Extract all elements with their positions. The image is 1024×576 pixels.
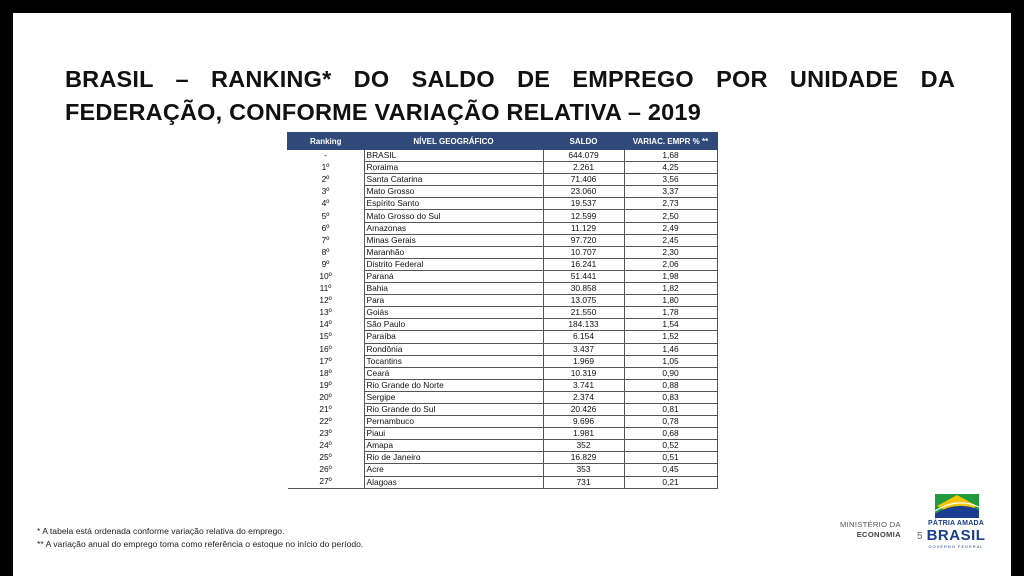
cell-nivel-geografico: Acre [364, 464, 543, 476]
ministerio-logo [840, 520, 901, 540]
cell-nivel-geografico: Santa Catarina [364, 174, 543, 186]
cell-saldo: 13.075 [543, 295, 624, 307]
cell-ranking: 18º [319, 367, 332, 378]
cell-nivel-geografico: Paraná [364, 270, 543, 282]
page-title: BRASIL – RANKING* DO SALDO DE EMPREGO POR UNIDADE DA FEDERAÇÃO, CONFORME VARIAÇÃO RELATIVA – 2019 [65, 66, 955, 125]
cell-variacao: 1,82 [624, 283, 717, 295]
cell-saldo: 51.441 [543, 270, 624, 282]
cell-variacao: 3,37 [624, 186, 717, 198]
footnote: * A tabela está ordenada conforme variação relativa do emprego. [37, 526, 285, 536]
header-saldo: SALDO [543, 133, 624, 150]
table-row [288, 270, 718, 282]
cell-saldo: 644.079 [543, 150, 624, 162]
cell-nivel-geografico: Pernambuco [364, 416, 543, 428]
cell-saldo: 23.060 [543, 186, 624, 198]
table-header-row [288, 133, 718, 150]
table-row [288, 186, 718, 198]
cell-saldo: 20.426 [543, 403, 624, 415]
table-row [288, 246, 718, 258]
table-row [288, 403, 718, 415]
table-row [288, 283, 718, 295]
cell-variacao: 1,78 [624, 307, 717, 319]
footnotes [37, 525, 363, 551]
cell-saldo: 352 [543, 440, 624, 452]
cell-variacao: 2,49 [624, 222, 717, 234]
cell-variacao: 0,90 [624, 367, 717, 379]
table-row [288, 440, 718, 452]
cell-ranking: 19º [319, 379, 332, 390]
table-row [288, 391, 718, 403]
header-variacao: VARIAC. EMPR % ** [624, 133, 717, 150]
cell-saldo: 353 [543, 464, 624, 476]
table-row [288, 222, 718, 234]
cell-nivel-geografico: Goiás [364, 307, 543, 319]
cell-nivel-geografico: Tocantins [364, 355, 543, 367]
cell-variacao: 0,52 [624, 440, 717, 452]
cell-saldo: 21.550 [543, 307, 624, 319]
table-row [288, 150, 718, 162]
cell-ranking: 27º [288, 476, 365, 488]
cell-saldo: 731 [543, 476, 624, 488]
ministerio-line1: MINISTÉRIO DA [840, 520, 901, 529]
cell-nivel-geografico: São Paulo [364, 319, 543, 331]
cell-variacao: 0,21 [624, 476, 717, 488]
cell-nivel-geografico: Mato Grosso [364, 186, 543, 198]
cell-ranking: 23º [319, 428, 332, 439]
cell-ranking: 16º [319, 343, 332, 354]
cell-nivel-geografico: Paraíba [364, 331, 543, 343]
table-row [288, 464, 718, 476]
cell-variacao: 2,30 [624, 246, 717, 258]
cell-nivel-geografico: Alagoas [364, 476, 543, 488]
cell-ranking: 7º [321, 234, 330, 245]
cell-nivel-geografico: Minas Gerais [364, 234, 543, 246]
cell-saldo: 12.599 [543, 210, 624, 222]
logo-line1: PÁTRIA AMADA [928, 520, 984, 527]
cell-ranking: 15º [319, 331, 332, 342]
table-row [288, 343, 718, 355]
cell-nivel-geografico: Rio Grande do Norte [364, 379, 543, 391]
cell-ranking: 17º [319, 355, 332, 366]
cell-saldo: 10.319 [543, 367, 624, 379]
cell-ranking: 2º [321, 174, 330, 185]
cell-nivel-geografico: BRASIL [364, 150, 543, 162]
cell-ranking: 9º [321, 258, 330, 269]
table-row [288, 210, 718, 222]
cell-variacao: 2,73 [624, 198, 717, 210]
cell-saldo: 30.858 [543, 283, 624, 295]
cell-saldo: 71.406 [543, 174, 624, 186]
header-ranking: Ranking [288, 133, 365, 150]
cell-saldo: 6.154 [543, 331, 624, 343]
cell-saldo: 11.129 [543, 222, 624, 234]
cell-ranking: 11º [319, 283, 332, 294]
table-row [288, 331, 718, 343]
table-row [288, 234, 718, 246]
cell-nivel-geografico: Espírito Santo [364, 198, 543, 210]
cell-nivel-geografico: Roraima [364, 162, 543, 174]
cell-saldo: 19.537 [543, 198, 624, 210]
table-row [288, 476, 718, 488]
table-row [288, 162, 718, 174]
cell-ranking: 4º [321, 198, 330, 209]
cell-ranking: 3º [321, 186, 330, 197]
cell-ranking: 10º [319, 270, 332, 281]
cell-variacao: 1,80 [624, 295, 717, 307]
cell-nivel-geografico: Bahia [364, 283, 543, 295]
cell-variacao: 1,46 [624, 343, 717, 355]
cell-ranking: 12º [319, 295, 332, 306]
cell-variacao: 2,50 [624, 210, 717, 222]
cell-ranking: 8º [321, 246, 330, 257]
table-row [288, 198, 718, 210]
footnote: ** A variação anual do emprego toma como referência o estoque no início do período. [37, 539, 364, 549]
table-row [288, 379, 718, 391]
cell-ranking: 14º [319, 319, 332, 330]
cell-variacao: 1,98 [624, 270, 717, 282]
cell-saldo: 97.720 [543, 234, 624, 246]
cell-saldo: 16.829 [543, 452, 624, 464]
cell-nivel-geografico: Amazonas [364, 222, 543, 234]
cell-nivel-geografico: Distrito Federal [364, 258, 543, 270]
cell-ranking: 26º [319, 464, 332, 475]
cell-variacao: 1,54 [624, 319, 717, 331]
cell-ranking: 13º [319, 307, 332, 318]
cell-variacao: 0,83 [624, 391, 717, 403]
cell-nivel-geografico: Sergipe [364, 391, 543, 403]
table-body [288, 150, 718, 489]
logo-line3: GOVERNO FEDERAL [928, 544, 984, 549]
cell-variacao: 1,52 [624, 331, 717, 343]
cell-ranking: 20º [319, 391, 332, 402]
cell-variacao: 0,81 [624, 403, 717, 415]
cell-nivel-geografico: Ceará [364, 367, 543, 379]
table-row [288, 367, 718, 379]
cell-variacao: 4,25 [624, 162, 717, 174]
cell-nivel-geografico: Mato Grosso do Sul [364, 210, 543, 222]
cell-saldo: 10.707 [543, 246, 624, 258]
cell-nivel-geografico: Rio Grande do Sul [364, 403, 543, 415]
cell-nivel-geografico: Rondônia [364, 343, 543, 355]
table-row [288, 452, 718, 464]
cell-saldo: 1.969 [543, 355, 624, 367]
cell-ranking: 6º [321, 222, 330, 233]
cell-variacao: 2,06 [624, 258, 717, 270]
cell-ranking: 22º [319, 416, 332, 427]
cell-saldo: 3.437 [543, 343, 624, 355]
cell-saldo: 184.133 [543, 319, 624, 331]
cell-variacao: 2,45 [624, 234, 717, 246]
cell-saldo: 3.741 [543, 379, 624, 391]
ministerio-line2: ECONOMIA [856, 530, 901, 539]
cell-variacao: 1,68 [624, 150, 717, 162]
table-row [288, 258, 718, 270]
cell-saldo: 1.981 [543, 428, 624, 440]
cell-ranking: 21º [319, 404, 332, 415]
cell-nivel-geografico: Amapa [364, 440, 543, 452]
cell-ranking: 25º [319, 452, 332, 463]
cell-ranking: - [324, 150, 327, 161]
cell-saldo: 2.374 [543, 391, 624, 403]
cell-variacao: 0,88 [624, 379, 717, 391]
cell-variacao: 3,56 [624, 174, 717, 186]
cell-saldo: 9.696 [543, 416, 624, 428]
cell-variacao: 0,78 [624, 416, 717, 428]
ranking-table [287, 132, 718, 489]
table-row [288, 295, 718, 307]
page-number: 5 [917, 531, 923, 542]
cell-variacao: 1,05 [624, 355, 717, 367]
cell-ranking: 5º [321, 210, 330, 221]
table-row [288, 174, 718, 186]
table-row [288, 319, 718, 331]
cell-saldo: 2.261 [543, 162, 624, 174]
cell-nivel-geografico: Piaui [364, 428, 543, 440]
cell-saldo: 16.241 [543, 258, 624, 270]
cell-ranking: 24º [319, 440, 332, 451]
cell-nivel-geografico: Para [364, 295, 543, 307]
cell-nivel-geografico: Rio de Janeiro [364, 452, 543, 464]
table-row [288, 355, 718, 367]
cell-ranking: 1º [321, 162, 330, 173]
cell-variacao: 0,68 [624, 428, 717, 440]
table-row [288, 416, 718, 428]
cell-variacao: 0,45 [624, 464, 717, 476]
table-row [288, 428, 718, 440]
table-row [288, 307, 718, 319]
cell-variacao: 0,51 [624, 452, 717, 464]
logo-line2: BRASIL [926, 527, 986, 544]
cell-nivel-geografico: Maranhão [364, 246, 543, 258]
header-nivel-geografico: NÍVEL GEOGRÁFICO [364, 133, 543, 150]
